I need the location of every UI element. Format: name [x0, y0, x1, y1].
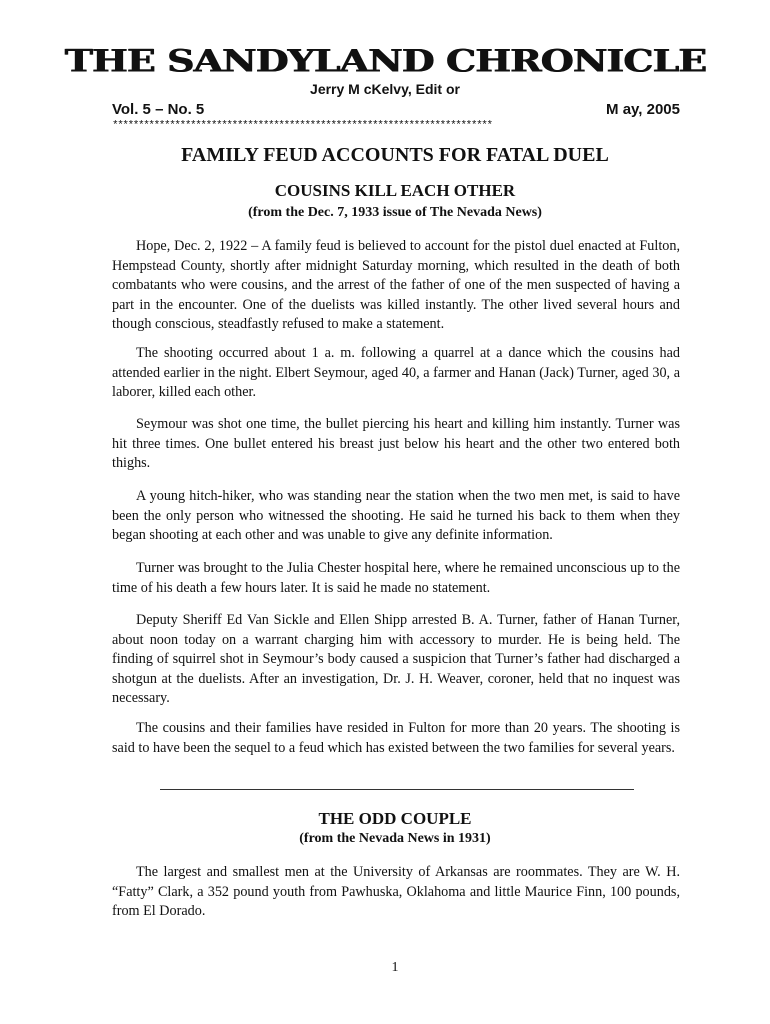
article-paragraph: Turner was brought to the Julia Chester hospital here, where he remained unconscious up to the time of his death a few hours later. It is said he made no statement. — [112, 560, 680, 596]
article-source: (from the Nevada News in 1931) — [299, 831, 491, 846]
article-paragraph: A young hitch-hiker, who was standing near the station when the two men met, is said to have been the only person who witnessed the shooting. He said he turned his back to them when they began shooting at each other and was unable to give any definite information. — [112, 488, 680, 543]
article-subhead: COUSINS KILL EACH OTHER — [274, 181, 516, 200]
issue-date: M ay, 2005 — [606, 101, 680, 118]
section-divider — [160, 789, 634, 790]
article-headline: THE ODD COUPLE — [318, 809, 472, 828]
article-paragraph: Hope, Dec. 2, 1922 – A family feud is believed to account for the pistol duel enacted at Fulton, Hempstead County, shortly after midnight Saturday morning, which resulted in the death of both combatants who were cousins, and the arrest of the father of one of the men suspected of having a part in the encounter. One of the duelists was killed instantly. The other lived several hours and though conscious, steadfastly refused to make a statement. — [112, 238, 680, 332]
asterisk-divider: ************************************************************************* — [112, 120, 492, 132]
page-number: 1 — [391, 960, 399, 975]
article-headline: FAMILY FEUD ACCOUNTS FOR FATAL DUEL — [181, 144, 609, 166]
article-paragraph: Seymour was shot one time, the bullet piercing his heart and killing him instantly. Turner was hit three times. One bullet entered his breast just below his heart and the other two entered both thighs. — [112, 416, 680, 471]
article-paragraph: The largest and smallest men at the University of Arkansas are roommates. They are W. H. “Fatty” Clark, a 352 pound youth from Pawhuska, Oklahoma and little Maurice Finn, 100 pounds, from El Dorado. — [112, 864, 680, 919]
article-paragraph: The shooting occurred about 1 a. m. following a quarrel at a dance which the cousins had attended earlier in the night. Elbert Seymour, aged 40, a farmer and Hanan (Jack) Turner, aged 30, a laborer, killed each other. — [112, 345, 680, 400]
masthead-title: THE SANDYLAND CHRONICLE — [64, 42, 706, 80]
article-source: (from the Dec. 7, 1933 issue of The Nevada News) — [248, 205, 542, 220]
volume-number: Vol. 5 – No. 5 — [112, 101, 205, 118]
article-paragraph: The cousins and their families have resided in Fulton for more than 20 years. The shooting is said to have been the sequel to a feud which has existed between the two families for several years. — [112, 720, 680, 756]
editor-line: Jerry M cKelvy, Edit or — [310, 81, 460, 97]
article-paragraph: Deputy Sheriff Ed Van Sickle and Ellen Shipp arrested B. A. Turner, father of Hanan Turner, about noon today on a warrant charging him with accessory to murder. He is being held. The finding of squirrel shot in Seymour’s body caused a suspicion that Turner’s father had discharged a shotgun at the duelists. After an investigation, Dr. J. H. Weaver, coroner, held that no inquest was necessary. — [112, 612, 680, 706]
issue-info-row — [112, 101, 680, 118]
